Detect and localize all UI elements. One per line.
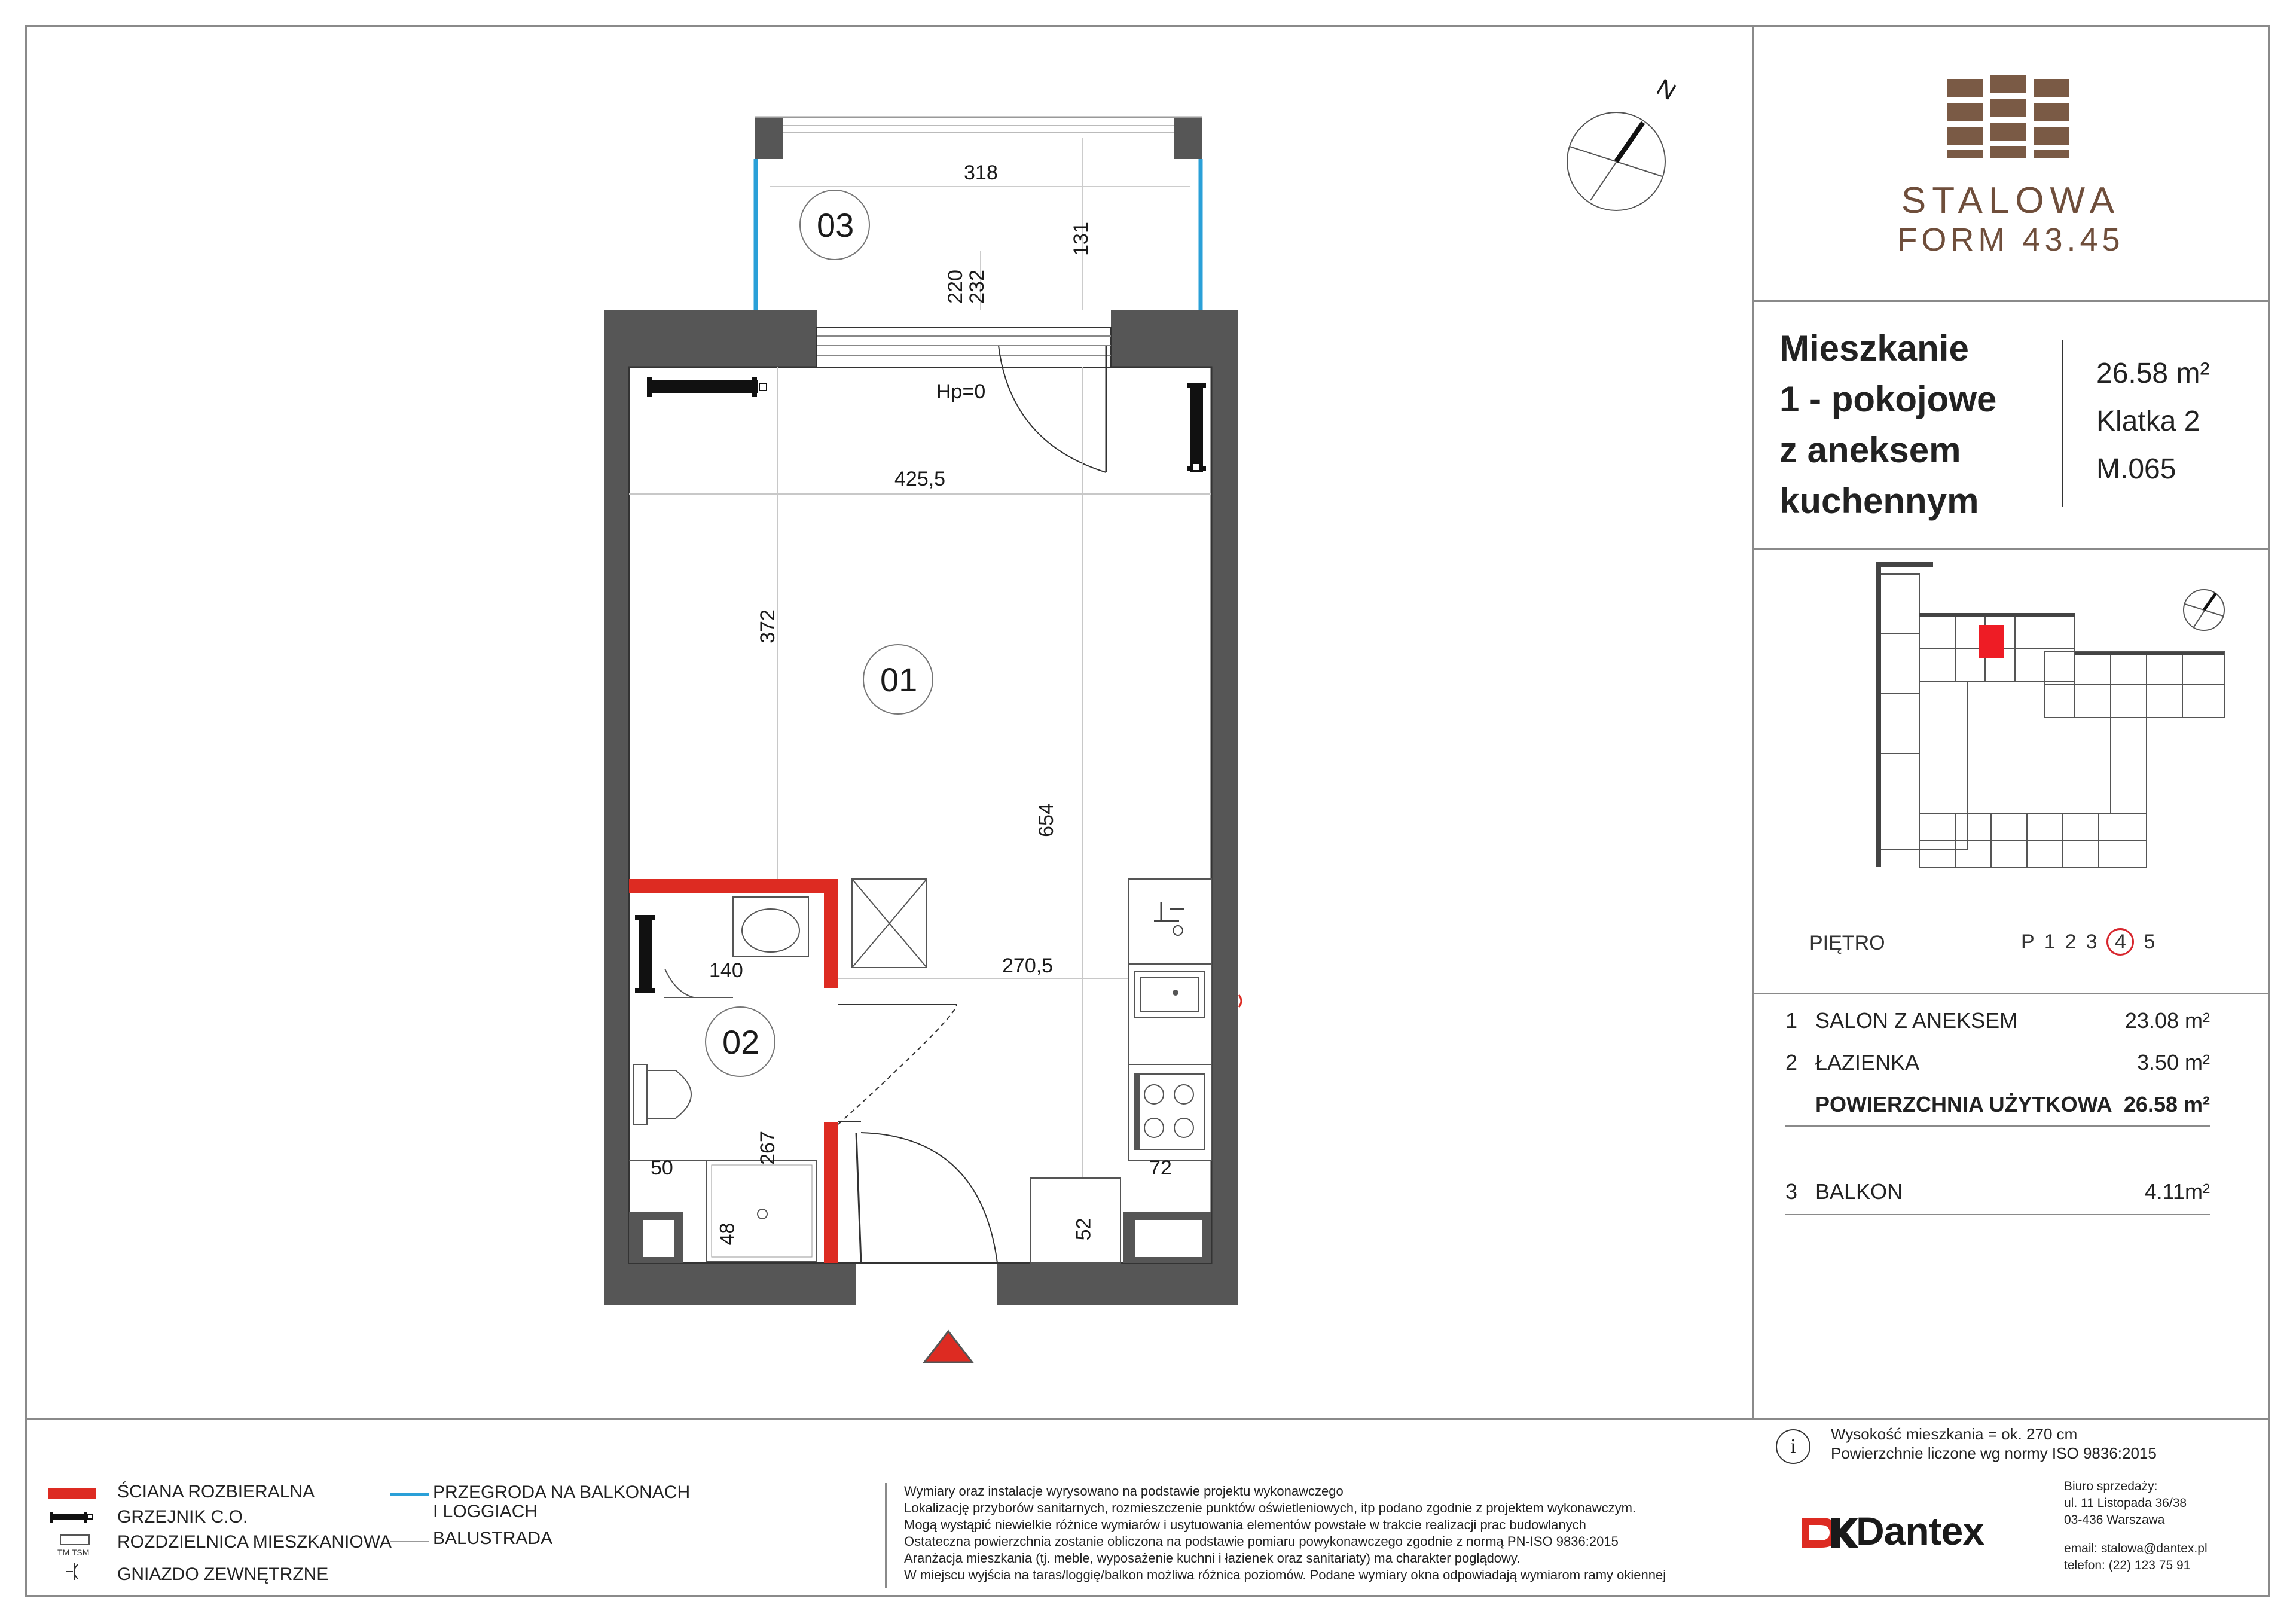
dim-window-h2: 232	[965, 270, 988, 304]
divider-footer	[25, 1418, 2270, 1420]
removable-wall-swatch	[48, 1488, 96, 1499]
dim-room-long: 654	[1034, 803, 1058, 837]
floor-2[interactable]: 2	[2065, 930, 2077, 953]
table-divider	[1785, 1125, 2210, 1127]
table-divider-bottom	[1785, 1214, 2210, 1215]
total-label: POWIERZCHNIA UŻYTKOWA	[1815, 1092, 2112, 1116]
distribution-board-icon	[60, 1534, 90, 1545]
room-label-01: 01	[880, 661, 918, 698]
dim-hp: Hp=0	[936, 380, 986, 403]
legend-distribution-board: ROZDZIELNICA MIESZKANIOWA	[117, 1532, 392, 1552]
dim-window-h1: 220	[944, 270, 967, 304]
floor-3[interactable]: 3	[2086, 930, 2097, 953]
office-title: Biuro sprzedaży:	[2064, 1479, 2158, 1493]
apartment-title	[1779, 323, 1996, 526]
note-line: Ostateczna powierzchnia zostanie obliczona na podstawie pomiaru powykonawczego zgodnie z normą PN-ISO 9836:2015	[904, 1534, 1619, 1549]
title-line-2: 1 - pokojowe	[1779, 379, 1997, 419]
tm-label: TM TSM	[57, 1548, 90, 1557]
divider-notes	[885, 1483, 887, 1588]
compass-north-label: N	[1652, 74, 1681, 106]
balcony-name: BALKON	[1815, 1179, 1903, 1204]
room-name: SALON Z ANEKSEM	[1815, 1008, 2018, 1033]
office-address-1: ul. 11 Listopada 36/38	[2064, 1496, 2187, 1510]
apartment-staircase: Klatka 2	[2096, 405, 2200, 437]
office-email[interactable]: email: stalowa@dantex.pl	[2064, 1542, 2208, 1555]
info-norm: Powierzchnie liczone wg normy ISO 9836:2015	[1831, 1444, 2157, 1462]
outdoor-socket-icon	[63, 1560, 87, 1584]
total-area: 26.58 m²	[2123, 1092, 2210, 1116]
total-row	[1785, 1084, 2210, 1125]
note-line: Lokalizację przyborów sanitarnych, rozmieszczenie punktów oświetleniowych, itp podano zgodnie z projektem wykonawczym.	[904, 1500, 1636, 1515]
legend-partition-line2: I LOGGIACH	[433, 1502, 538, 1521]
dim-bath-depth: 267	[756, 1131, 779, 1165]
note-line: Aranżacja mieszkania (tj. meble, wyposażenie kuchni i łazienek oraz sanitariaty) ma charakter poglądowy.	[904, 1551, 1521, 1566]
legend-outdoor-socket: GNIAZDO ZEWNĘTRZNE	[117, 1564, 329, 1584]
apartment-highlight	[1979, 625, 2004, 658]
info-icon: i	[1776, 1429, 1810, 1464]
apartment-number: M.065	[2096, 453, 2176, 485]
room-area: 3.50 m²	[2136, 1050, 2210, 1075]
note-line: Wymiary oraz instalacje wyrysowano na podstawie projektu wykonawczego	[904, 1484, 1344, 1499]
legend-radiator: GRZEJNIK C.O.	[117, 1507, 248, 1527]
info-height: Wysokość mieszkania = ok. 270 cm	[1831, 1425, 2078, 1443]
dim-50: 50	[651, 1157, 673, 1179]
divider-apartment	[1752, 548, 2270, 550]
balcony-num: 3	[1785, 1179, 1798, 1204]
room-row	[1785, 1042, 2210, 1084]
kitchen-counter	[1129, 879, 1211, 1160]
balcony-row	[1785, 1171, 2210, 1213]
brand-subtitle: FORM 43.45	[1897, 222, 2124, 258]
office-phone[interactable]: telefon: (22) 123 75 91	[2064, 1558, 2191, 1572]
legend-balustrade: BALUSTRADA	[433, 1529, 553, 1548]
room-num: 1	[1785, 1008, 1798, 1033]
dim-48: 48	[716, 1222, 739, 1246]
office-address-2: 03-436 Warszawa	[2064, 1513, 2165, 1527]
dim-52: 52	[1072, 1218, 1095, 1241]
brand-logo-icon	[1946, 72, 2072, 161]
room-num: 2	[1785, 1050, 1798, 1075]
room-area: 23.08 m²	[2124, 1008, 2210, 1033]
apartment-divider	[2062, 340, 2063, 507]
partition-swatch	[390, 1493, 429, 1496]
floor-p[interactable]: P	[2021, 930, 2035, 953]
note-line: W miejscu wyjścia na taras/loggię/balkon możliwa różnica poziomów. Podane wymiary okna odpowiadają wymiarom ramy okiennej	[904, 1567, 1666, 1582]
column-divider	[1752, 25, 1754, 1418]
rooms-table	[1785, 1000, 2210, 1125]
dim-72: 72	[1149, 1157, 1172, 1179]
note-line: Mogą wystąpić niewielkie różnice wymiarów i usytuowania elementów powstałe w trakcie realizacji prac budowlanych	[904, 1517, 1586, 1532]
dim-kitchen-width: 270,5	[1002, 954, 1054, 977]
info-text	[1831, 1424, 2157, 1463]
dim-balcony-width: 318	[964, 161, 998, 184]
apartment-area: 26.58 m²	[2096, 358, 2210, 389]
floor-label: PIĘTRO	[1809, 932, 1885, 954]
room-name: ŁAZIENKA	[1815, 1050, 1920, 1075]
keyplan-compass-icon	[2180, 574, 2240, 634]
notes	[904, 1483, 1666, 1584]
room-label-02: 02	[722, 1023, 760, 1061]
legend-partition-line1: PRZEGRODA NA BALKONACH	[433, 1482, 691, 1502]
divider-floors	[1752, 993, 2270, 994]
dim-bath-width: 140	[709, 959, 743, 982]
room-row	[1785, 1000, 2210, 1042]
title-line-4: kuchennym	[1779, 481, 1979, 521]
divider-brand	[1752, 300, 2270, 302]
brand-name: STALOWA	[1901, 180, 2121, 221]
legend-removable-wall: ŚCIANA ROZBIERALNA	[117, 1482, 315, 1502]
balcony-area: 4.11m²	[2144, 1179, 2210, 1204]
dim-room-depth: 372	[756, 609, 779, 643]
title-line-1: Mieszkanie	[1779, 328, 1969, 368]
floor-selector	[2021, 928, 2155, 956]
apartment-info	[2096, 350, 2209, 493]
room-label-03: 03	[817, 206, 854, 244]
entrance-marker	[924, 1331, 972, 1362]
compass-icon	[1567, 112, 1665, 210]
developer-name: Dantex	[1856, 1509, 1984, 1553]
floor-1[interactable]: 1	[2044, 930, 2056, 953]
dim-room-width: 425,5	[894, 468, 946, 490]
title-line-3: z aneksem	[1779, 430, 1961, 470]
legend-partition	[433, 1483, 690, 1521]
radiator-icon	[48, 1508, 96, 1532]
dim-balcony-depth: 131	[1069, 222, 1092, 256]
dantex-logo-icon	[1801, 1515, 1858, 1550]
balustrade-swatch	[390, 1537, 429, 1542]
floor-5[interactable]: 5	[2144, 930, 2155, 953]
sales-office	[2064, 1478, 2208, 1574]
floor-4-selected[interactable]: 4	[2106, 928, 2134, 956]
